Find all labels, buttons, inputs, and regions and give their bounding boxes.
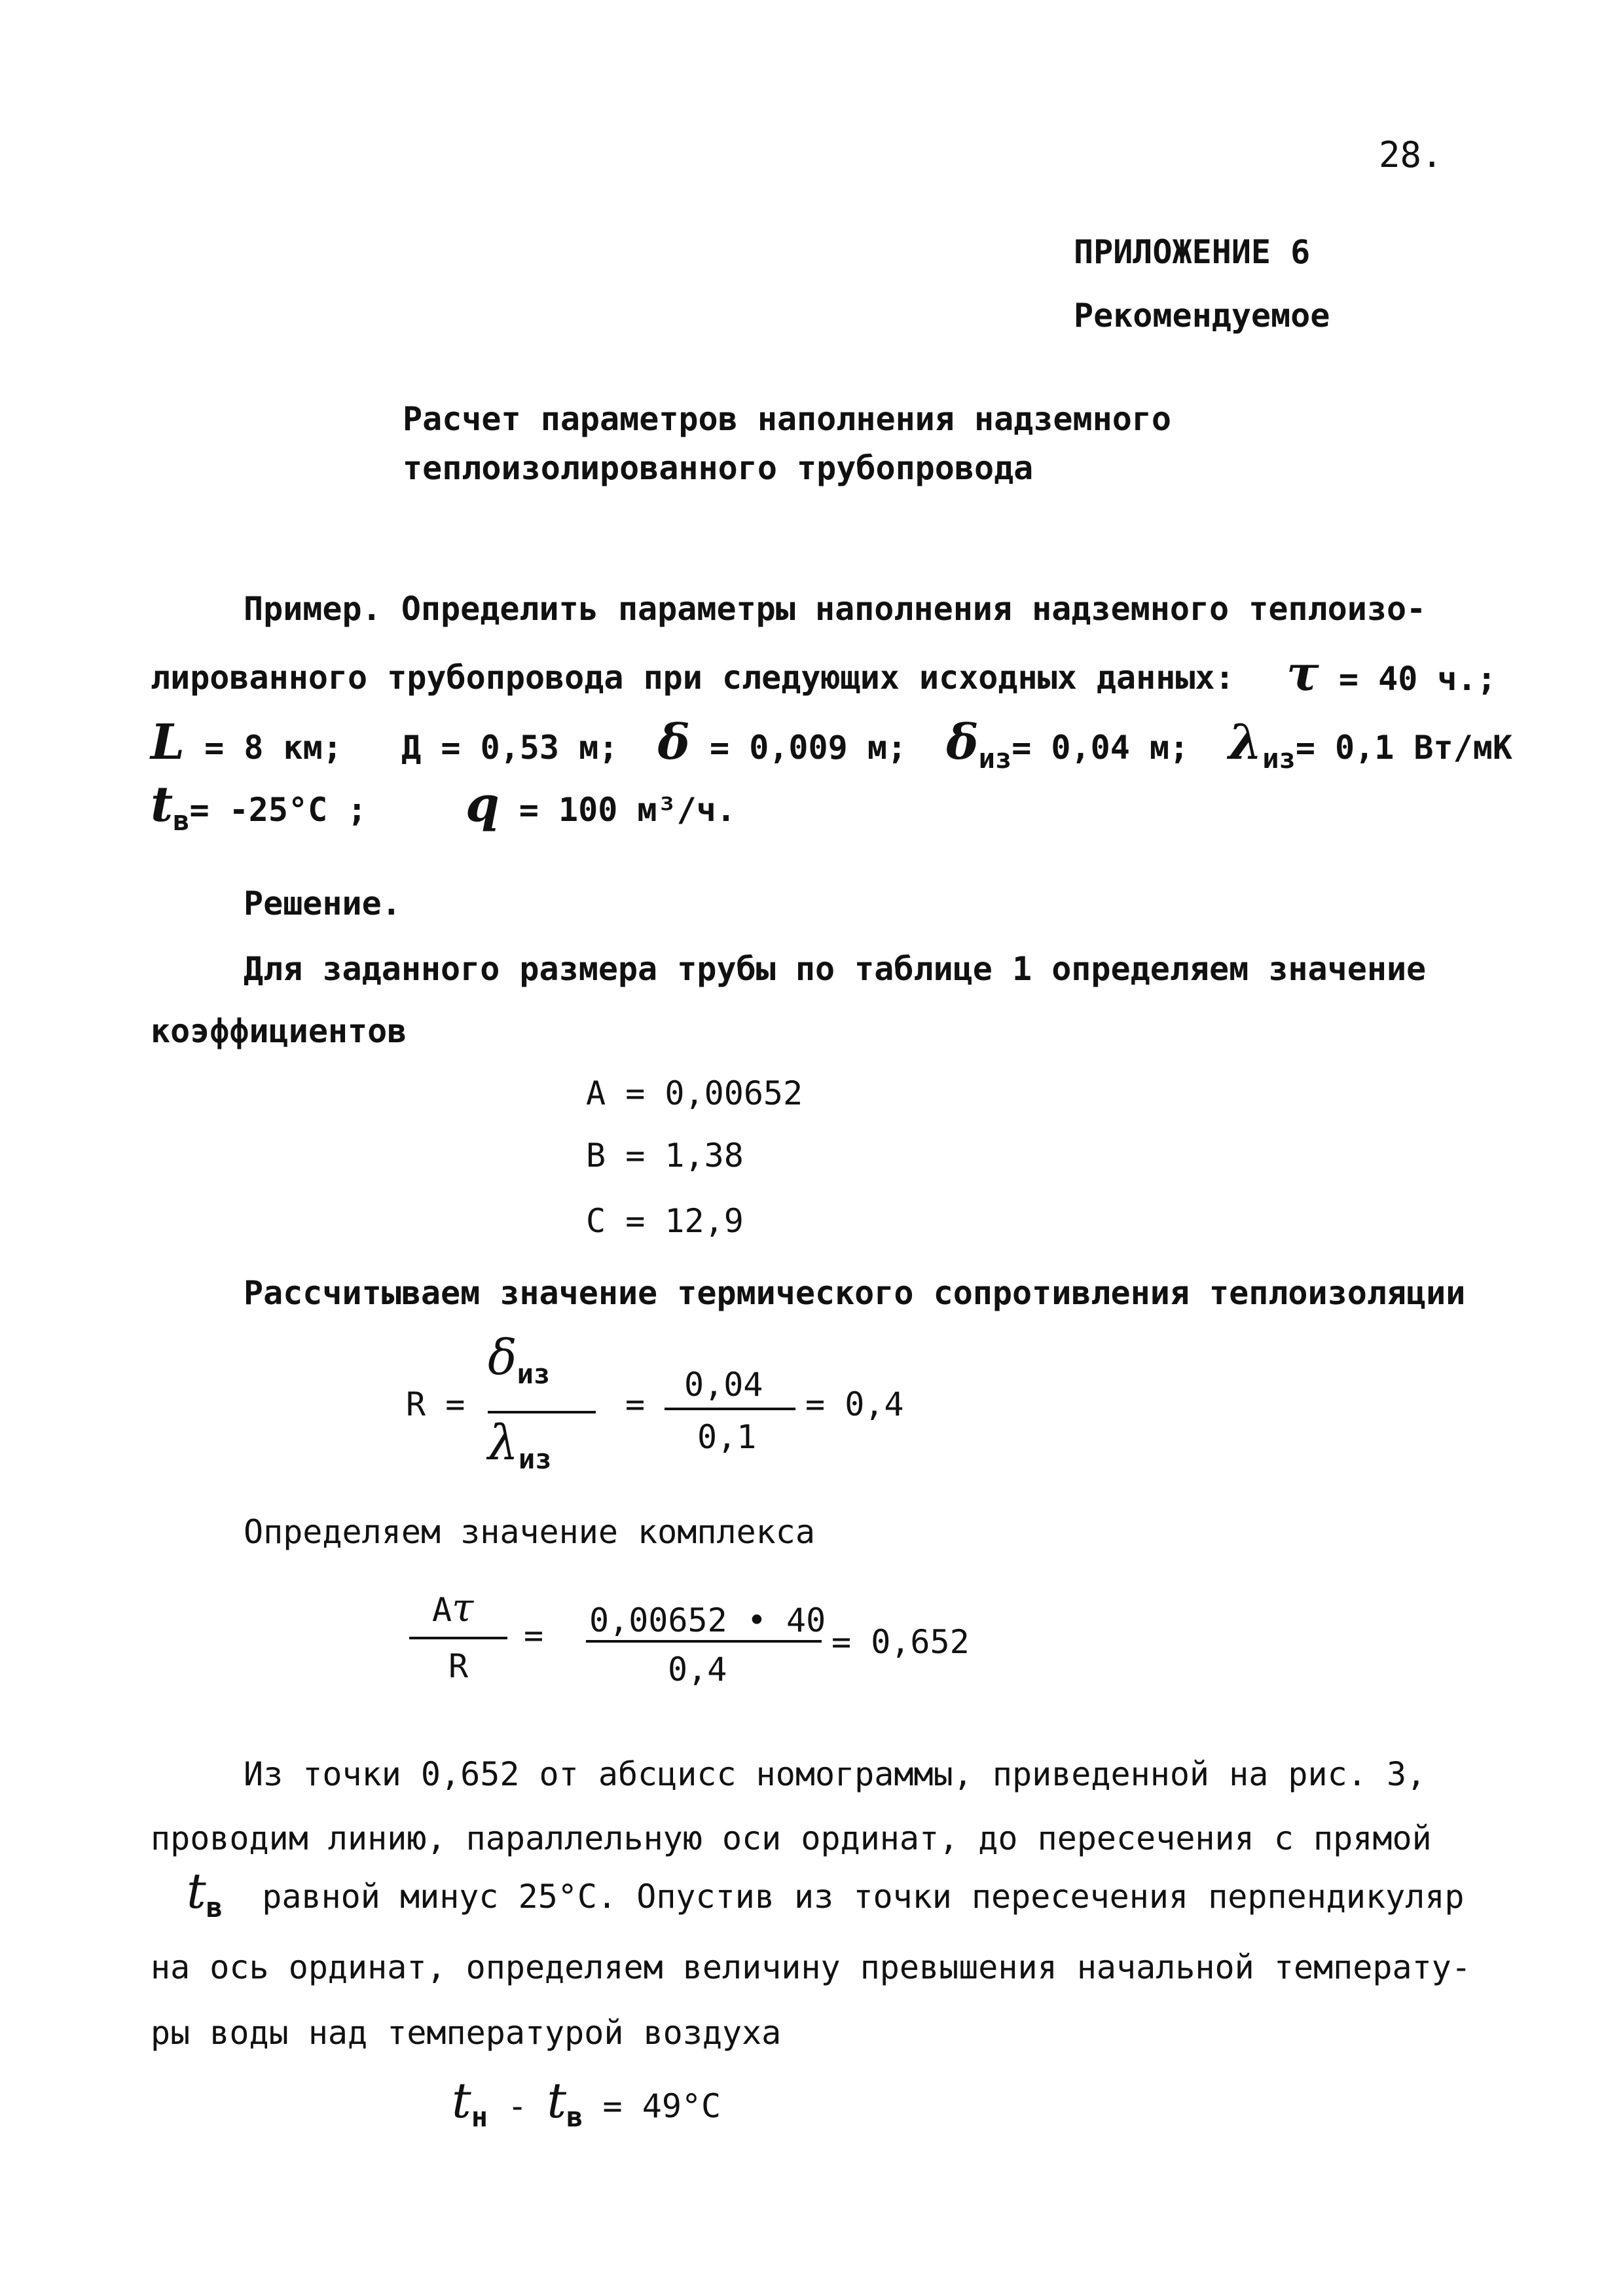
param-lambda-iz: $\lambda_{из}= 0,1$ Вт/мК [1228, 714, 1512, 774]
nomogram-line1: Из точки 0,652 от абсцисс номограммы, приведенной на рис. 3, [244, 1755, 1427, 1793]
complex-num-left: Aτ [432, 1585, 474, 1631]
appendix-status: Рекомендуемое [1074, 297, 1330, 335]
resistance-text: Рассчитываем значение термического сопротивления теплоизоляции [244, 1274, 1466, 1312]
document-title-line1: Расчет параметров наполнения надземного [403, 400, 1171, 438]
coef-c: C = 12,9 [586, 1202, 744, 1240]
param-delta-iz: $\delta_{из}= 0,04$ м; [946, 714, 1190, 774]
coef-b: B = 1,38 [586, 1137, 744, 1175]
nomogram-line2: проводим линию, параллельную оси ординат, до пересечения с прямой [151, 1819, 1432, 1857]
param-L: L = 8 км; [151, 714, 342, 771]
param-tau: τ = 40 ч.; [1286, 646, 1497, 702]
nomogram-line5: ры воды над температурой воздуха [151, 2014, 782, 2052]
complex-den-value: 0,4 [668, 1650, 727, 1688]
complex-eq: = [524, 1616, 544, 1654]
r-formula-result: = 0,4 [805, 1385, 904, 1423]
r-formula-num-symbol: $\delta_{из}$ [488, 1330, 551, 1390]
example-line2: лированного трубопровода при следующих исходных данных: [151, 659, 1235, 697]
nomogram-line4: на ось ординат, определяем величину превышения начальной температу- [151, 1948, 1471, 1986]
r-formula-den-symbol: $\lambda_{из}$ [488, 1415, 552, 1475]
r-formula-eq: = [625, 1385, 646, 1423]
nomogram-line3: $t_в$ равной минус 25°C. Опустив из точки пересечения перпендикуляр [187, 1863, 1465, 1923]
param-q: q = 100 м³/ч. [465, 776, 736, 833]
solution-heading: Решение. [244, 884, 401, 922]
solution-text2: коэффициентов [151, 1012, 407, 1050]
params-line3 [151, 714, 1611, 775]
r-formula-den-value: 0,1 [697, 1418, 757, 1456]
document-title-line2: теплоизолированного трубопровода [403, 449, 1034, 487]
r-formula-lhs: R = [406, 1385, 465, 1423]
r-formula-bar1 [488, 1411, 596, 1413]
param-t-v: $t_в= -25^\circ C$ ; [151, 776, 367, 837]
complex-result: = 0,652 [831, 1623, 970, 1661]
param-delta: δ = 0,009 м; [657, 714, 907, 771]
example-line1: Пример. Определить параметры наполнения надземного теплоизо- [244, 590, 1427, 628]
coef-a: A = 0,00652 [586, 1074, 803, 1112]
r-formula-num-value: 0,04 [684, 1366, 763, 1404]
solution-text1: Для заданного размера трубы по таблице 1 определяем значение [244, 950, 1427, 988]
complex-text: Определяем значение комплекса [244, 1513, 815, 1551]
param-D: Д = 0,53 м; [401, 729, 619, 767]
final-formula: $t_н - t_в = 49^\circ C$ [452, 2073, 721, 2133]
complex-den-left: R [448, 1647, 469, 1685]
params-line4 [151, 776, 736, 837]
complex-num-value: 0,00652 • 40 [589, 1601, 826, 1639]
complex-bar1 [409, 1637, 507, 1639]
appendix-label: ПРИЛОЖЕНИЕ 6 [1074, 233, 1311, 271]
page-number: 28. [1379, 134, 1443, 175]
complex-bar2 [586, 1640, 822, 1643]
r-formula-bar2 [665, 1408, 795, 1410]
